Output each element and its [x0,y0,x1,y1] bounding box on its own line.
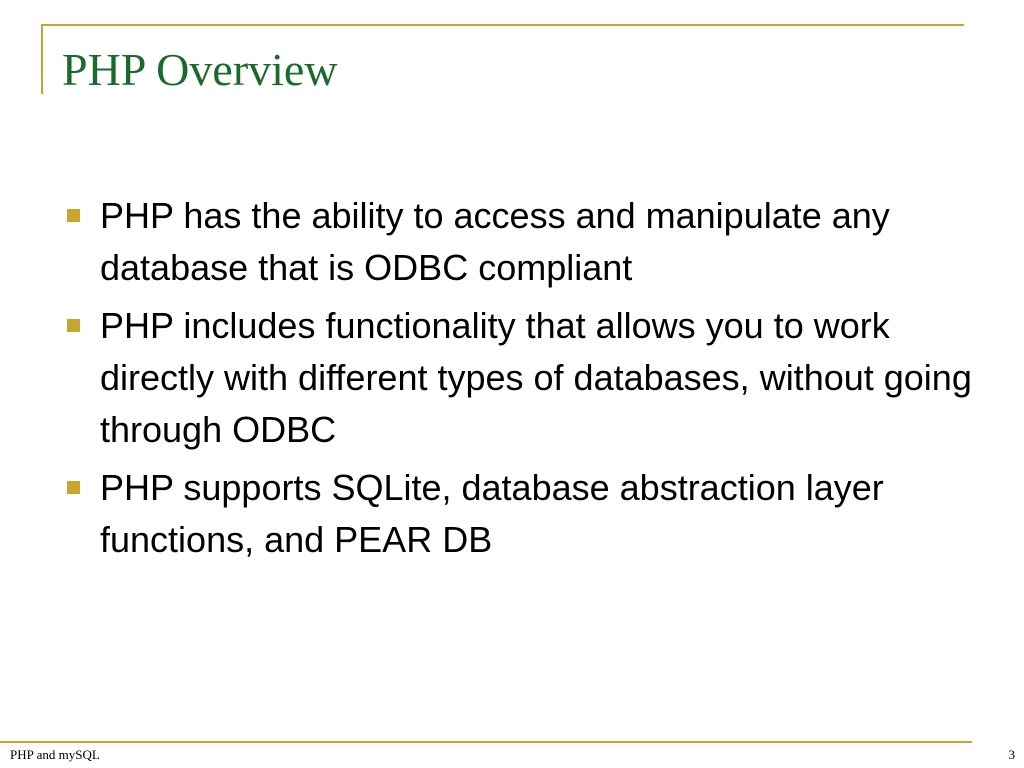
footer-title: PHP and mySQL [10,747,100,762]
bullet-text: PHP supports SQLite, database abstraction layer functions, and PEAR DB [100,467,884,560]
title-frame-horizontal-rule [41,24,964,26]
bullet-list [62,190,982,572]
square-bullet-icon [67,209,80,222]
bullet-item [62,300,982,456]
bullet-text: PHP has the ability to access and manipulate any database that is ODBC compliant [100,195,890,288]
bullet-text: PHP includes functionality that allows you to work directly with different types of databases, without going through ODBC [100,305,972,450]
page-number: 3 [1008,747,1015,762]
footer-rule [0,741,972,743]
slide-title: PHP Overview [62,44,338,95]
square-bullet-icon [67,481,80,494]
square-bullet-icon [67,319,80,332]
bullet-item [62,190,982,294]
title-frame-vertical-rule [41,24,43,94]
bullet-item [62,462,982,566]
